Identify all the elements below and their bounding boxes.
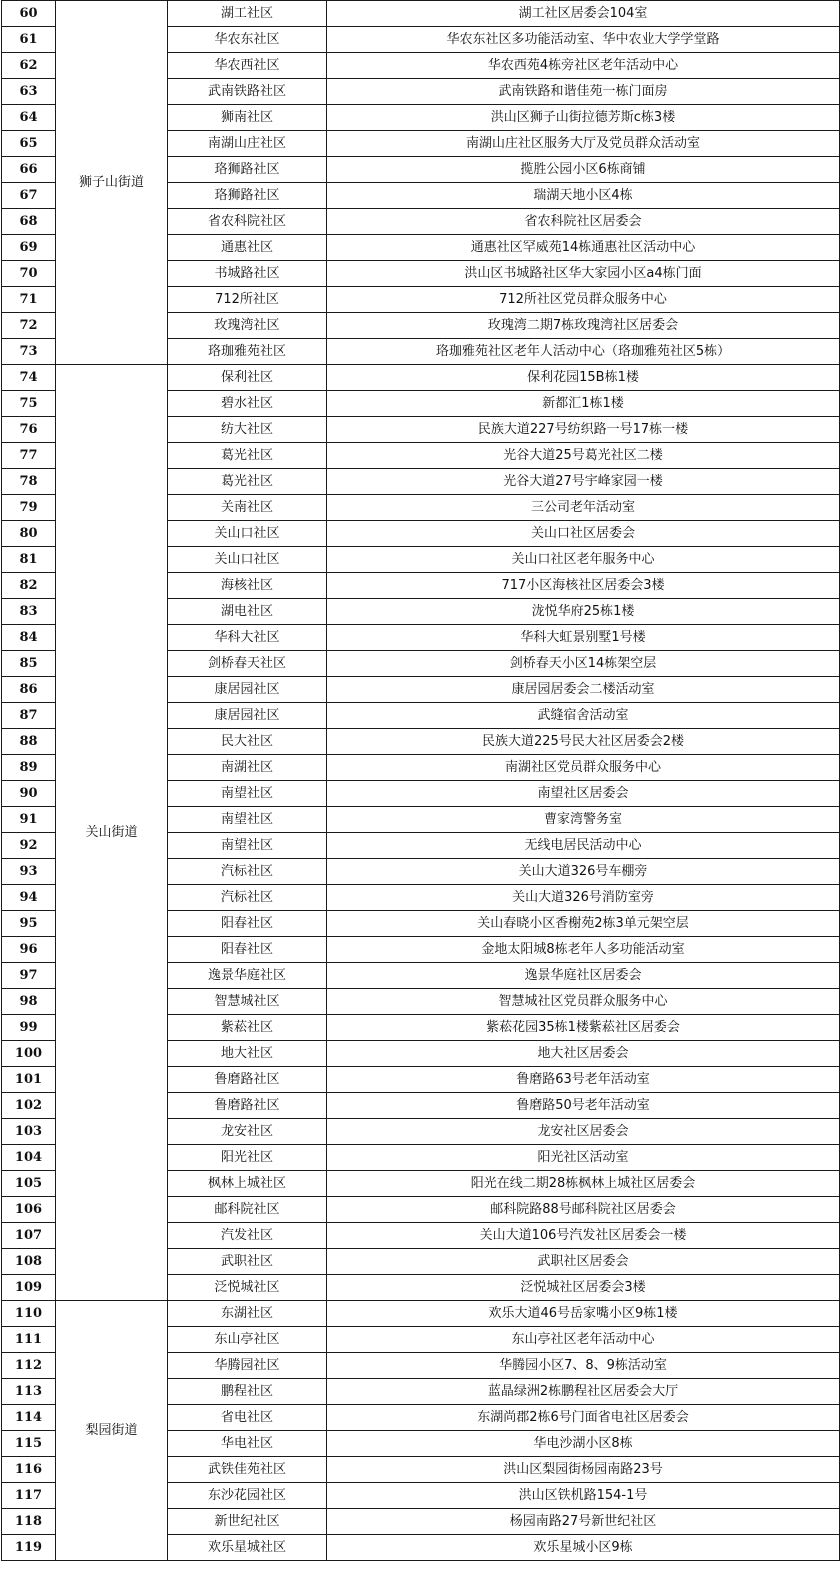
row-number: 116 [2, 1457, 56, 1483]
community-name: 南望社区 [168, 807, 327, 833]
community-name: 玫瑰湾社区 [168, 313, 327, 339]
location: 揽胜公园小区6栋商铺 [327, 157, 840, 183]
community-name: 鹏程社区 [168, 1379, 327, 1405]
community-name: 鲁磨路社区 [168, 1093, 327, 1119]
location: 逸景华庭社区居委会 [327, 963, 840, 989]
row-number: 88 [2, 729, 56, 755]
community-name: 武铁佳苑社区 [168, 1457, 327, 1483]
location: 武南铁路和谐佳苑一栋门面房 [327, 79, 840, 105]
location: 珞珈雅苑社区老年人活动中心（珞珈雅苑社区5栋） [327, 339, 840, 365]
location: 鲁磨路63号老年活动室 [327, 1067, 840, 1093]
row-number: 105 [2, 1171, 56, 1197]
community-name: 葛光社区 [168, 443, 327, 469]
location: 712所社区党员群众服务中心 [327, 287, 840, 313]
community-name: 狮南社区 [168, 105, 327, 131]
row-number: 89 [2, 755, 56, 781]
community-name: 汽标社区 [168, 859, 327, 885]
street-name: 狮子山街道 [56, 1, 168, 365]
community-name: 南望社区 [168, 833, 327, 859]
row-number: 114 [2, 1405, 56, 1431]
location: 地大社区居委会 [327, 1041, 840, 1067]
location: 光谷大道27号宇峰家园一楼 [327, 469, 840, 495]
location: 泛悦城社区居委会3楼 [327, 1275, 840, 1301]
location: 龙安社区居委会 [327, 1119, 840, 1145]
location: 光谷大道25号葛光社区二楼 [327, 443, 840, 469]
row-number: 109 [2, 1275, 56, 1301]
row-number: 61 [2, 27, 56, 53]
community-name: 剑桥春天社区 [168, 651, 327, 677]
row-number: 63 [2, 79, 56, 105]
location: 阳光在线二期28栋枫林上城社区居委会 [327, 1171, 840, 1197]
location: 智慧城社区党员群众服务中心 [327, 989, 840, 1015]
row-number: 65 [2, 131, 56, 157]
location: 华电沙湖小区8栋 [327, 1431, 840, 1457]
community-name: 保利社区 [168, 365, 327, 391]
community-name: 东沙花园社区 [168, 1483, 327, 1509]
location: 通惠社区罕威苑14栋通惠社区活动中心 [327, 235, 840, 261]
location: 紫菘花园35栋1楼紫菘社区居委会 [327, 1015, 840, 1041]
location: 三公司老年活动室 [327, 495, 840, 521]
community-name: 南湖山庄社区 [168, 131, 327, 157]
location: 武缝宿舍活动室 [327, 703, 840, 729]
location: 欢乐大道46号岳家嘴小区9栋1楼 [327, 1301, 840, 1327]
row-number: 77 [2, 443, 56, 469]
community-name: 通惠社区 [168, 235, 327, 261]
row-number: 96 [2, 937, 56, 963]
community-name: 汽标社区 [168, 885, 327, 911]
community-name: 华腾园社区 [168, 1353, 327, 1379]
community-name: 珞狮路社区 [168, 183, 327, 209]
community-name: 省电社区 [168, 1405, 327, 1431]
location: 关山春晓小区香榭苑2栋3单元架空层 [327, 911, 840, 937]
location: 南湖社区党员群众服务中心 [327, 755, 840, 781]
row-number: 75 [2, 391, 56, 417]
table-row [2, 1301, 840, 1327]
location: 洪山区书城路社区华大家园小区a4栋门面 [327, 261, 840, 287]
street-name: 关山街道 [56, 365, 168, 1301]
location: 玫瑰湾二期7栋玫瑰湾社区居委会 [327, 313, 840, 339]
row-number: 71 [2, 287, 56, 313]
community-name: 纺大社区 [168, 417, 327, 443]
row-number: 82 [2, 573, 56, 599]
location: 鲁磨路50号老年活动室 [327, 1093, 840, 1119]
community-name: 康居园社区 [168, 677, 327, 703]
community-name: 碧水社区 [168, 391, 327, 417]
location: 湖工社区居委会104室 [327, 1, 840, 27]
location: 曹家湾警务室 [327, 807, 840, 833]
community-name: 紫菘社区 [168, 1015, 327, 1041]
community-name: 欢乐星城社区 [168, 1535, 327, 1561]
row-number: 64 [2, 105, 56, 131]
voting-location-table [1, 0, 840, 1561]
location: 杨园南路27号新世纪社区 [327, 1509, 840, 1535]
row-number: 91 [2, 807, 56, 833]
community-name: 逸景华庭社区 [168, 963, 327, 989]
row-number: 73 [2, 339, 56, 365]
row-number: 87 [2, 703, 56, 729]
row-number: 79 [2, 495, 56, 521]
location: 瑞湖天地小区4栋 [327, 183, 840, 209]
location: 武职社区居委会 [327, 1249, 840, 1275]
row-number: 108 [2, 1249, 56, 1275]
location: 无线电居民活动中心 [327, 833, 840, 859]
table-row [2, 1, 840, 27]
community-name: 葛光社区 [168, 469, 327, 495]
location: 关山大道326号消防室旁 [327, 885, 840, 911]
row-number: 83 [2, 599, 56, 625]
row-number: 80 [2, 521, 56, 547]
row-number: 118 [2, 1509, 56, 1535]
location: 泷悦华府25栋1楼 [327, 599, 840, 625]
row-number: 100 [2, 1041, 56, 1067]
row-number: 70 [2, 261, 56, 287]
row-number: 115 [2, 1431, 56, 1457]
community-name: 汽发社区 [168, 1223, 327, 1249]
location: 金地太阳城8栋老年人多功能活动室 [327, 937, 840, 963]
row-number: 111 [2, 1327, 56, 1353]
community-name: 书城路社区 [168, 261, 327, 287]
location: 蓝晶绿洲2栋鹏程社区居委会大厅 [327, 1379, 840, 1405]
community-name: 海核社区 [168, 573, 327, 599]
row-number: 94 [2, 885, 56, 911]
row-number: 68 [2, 209, 56, 235]
community-name: 华农西社区 [168, 53, 327, 79]
location: 欢乐星城小区9栋 [327, 1535, 840, 1561]
row-number: 92 [2, 833, 56, 859]
row-number: 104 [2, 1145, 56, 1171]
row-number: 95 [2, 911, 56, 937]
location: 洪山区狮子山街拉德芳斯c栋3楼 [327, 105, 840, 131]
row-number: 66 [2, 157, 56, 183]
community-name: 华科大社区 [168, 625, 327, 651]
location: 康居园居委会二楼活动室 [327, 677, 840, 703]
community-name: 智慧城社区 [168, 989, 327, 1015]
row-number: 62 [2, 53, 56, 79]
row-number: 113 [2, 1379, 56, 1405]
community-name: 泛悦城社区 [168, 1275, 327, 1301]
community-name: 东山亭社区 [168, 1327, 327, 1353]
location: 省农科院社区居委会 [327, 209, 840, 235]
row-number: 99 [2, 1015, 56, 1041]
row-number: 90 [2, 781, 56, 807]
location: 东湖尚郡2栋6号门面省电社区居委会 [327, 1405, 840, 1431]
location: 华腾园小区7、8、9栋活动室 [327, 1353, 840, 1379]
row-number: 60 [2, 1, 56, 27]
community-name: 龙安社区 [168, 1119, 327, 1145]
community-name: 湖工社区 [168, 1, 327, 27]
community-name: 华农东社区 [168, 27, 327, 53]
location: 洪山区铁机路154-1号 [327, 1483, 840, 1509]
location: 华农西苑4栋旁社区老年活动中心 [327, 53, 840, 79]
location: 民族大道225号民大社区居委会2楼 [327, 729, 840, 755]
row-number: 72 [2, 313, 56, 339]
location: 民族大道227号纺织路一号17栋一楼 [327, 417, 840, 443]
location: 华农东社区多功能活动室、华中农业大学学堂路 [327, 27, 840, 53]
location: 剑桥春天小区14栋架空层 [327, 651, 840, 677]
location: 华科大虹景别墅1号楼 [327, 625, 840, 651]
row-number: 76 [2, 417, 56, 443]
community-name: 地大社区 [168, 1041, 327, 1067]
row-number: 107 [2, 1223, 56, 1249]
row-number: 81 [2, 547, 56, 573]
community-name: 湖电社区 [168, 599, 327, 625]
community-name: 康居园社区 [168, 703, 327, 729]
location: 阳光社区活动室 [327, 1145, 840, 1171]
community-name: 关南社区 [168, 495, 327, 521]
location: 新都汇1栋1楼 [327, 391, 840, 417]
community-name: 华电社区 [168, 1431, 327, 1457]
community-name: 民大社区 [168, 729, 327, 755]
table-row [2, 365, 840, 391]
row-number: 67 [2, 183, 56, 209]
location: 717小区海核社区居委会3楼 [327, 573, 840, 599]
row-number: 74 [2, 365, 56, 391]
community-name: 武职社区 [168, 1249, 327, 1275]
location: 关山口社区老年服务中心 [327, 547, 840, 573]
row-number: 102 [2, 1093, 56, 1119]
location: 邮科院路88号邮科院社区居委会 [327, 1197, 840, 1223]
location: 保利花园15B栋1楼 [327, 365, 840, 391]
community-name: 712所社区 [168, 287, 327, 313]
location: 关山口社区居委会 [327, 521, 840, 547]
row-number: 101 [2, 1067, 56, 1093]
row-number: 103 [2, 1119, 56, 1145]
row-number: 98 [2, 989, 56, 1015]
row-number: 86 [2, 677, 56, 703]
row-number: 85 [2, 651, 56, 677]
row-number: 78 [2, 469, 56, 495]
row-number: 110 [2, 1301, 56, 1327]
community-name: 邮科院社区 [168, 1197, 327, 1223]
location: 南望社区居委会 [327, 781, 840, 807]
location: 东山亭社区老年活动中心 [327, 1327, 840, 1353]
community-name: 武南铁路社区 [168, 79, 327, 105]
location: 关山大道326号车棚旁 [327, 859, 840, 885]
community-name: 枫林上城社区 [168, 1171, 327, 1197]
community-name: 阳春社区 [168, 937, 327, 963]
community-name: 东湖社区 [168, 1301, 327, 1327]
community-name: 珞珈雅苑社区 [168, 339, 327, 365]
row-number: 97 [2, 963, 56, 989]
community-name: 新世纪社区 [168, 1509, 327, 1535]
row-number: 84 [2, 625, 56, 651]
row-number: 112 [2, 1353, 56, 1379]
row-number: 119 [2, 1535, 56, 1561]
table-body [2, 1, 840, 1561]
row-number: 93 [2, 859, 56, 885]
community-name: 阳春社区 [168, 911, 327, 937]
community-name: 南湖社区 [168, 755, 327, 781]
row-number: 106 [2, 1197, 56, 1223]
community-name: 珞狮路社区 [168, 157, 327, 183]
location: 南湖山庄社区服务大厅及党员群众活动室 [327, 131, 840, 157]
community-name: 阳光社区 [168, 1145, 327, 1171]
community-name: 省农科院社区 [168, 209, 327, 235]
community-name: 南望社区 [168, 781, 327, 807]
row-number: 117 [2, 1483, 56, 1509]
location: 洪山区梨园街杨园南路23号 [327, 1457, 840, 1483]
community-name: 关山口社区 [168, 521, 327, 547]
location: 关山大道106号汽发社区居委会一楼 [327, 1223, 840, 1249]
community-name: 关山口社区 [168, 547, 327, 573]
row-number: 69 [2, 235, 56, 261]
community-name: 鲁磨路社区 [168, 1067, 327, 1093]
street-name: 梨园街道 [56, 1301, 168, 1561]
